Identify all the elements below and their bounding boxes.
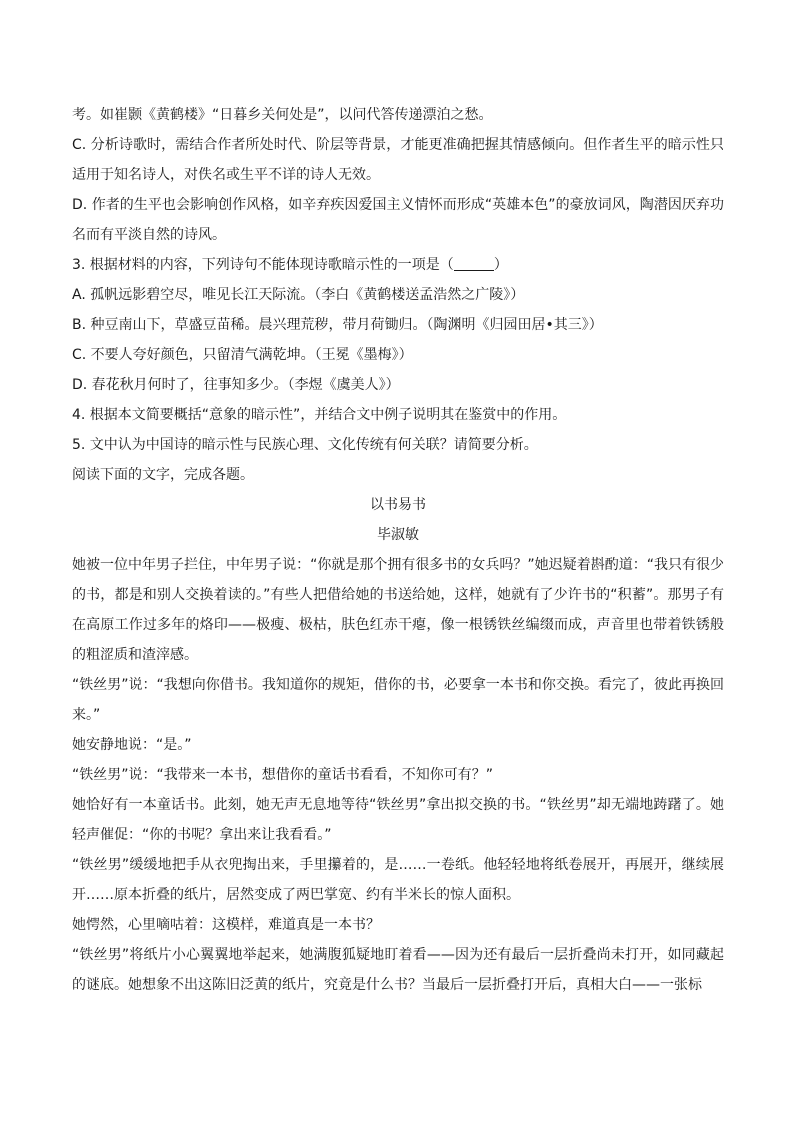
story-title: 以书易书	[370, 497, 426, 513]
question-3-stem-text: 3. 根据材料的内容，下列诗句不能体现诗歌暗示性的一项是（	[72, 257, 454, 273]
story-paragraph: “铁丝男”说：“我带来一本书，想借你的童话书看看，不知你可有？”	[72, 767, 494, 783]
paragraph-option-d: D. 作者的生平也会影响创作风格，如辛弃疾因爱国主义情怀而形成“英雄本色”的豪放词风，陶潜因厌弃功名而有平淡自然的诗风。	[72, 197, 724, 243]
story-paragraph: 她恰好有一本童话书。此刻，她无声无息地等待“铁丝男”拿出拟交换的书。“铁丝男”却无端地踌躇了。她轻声催促：“你的书呢？拿出来让我看看。”	[72, 797, 724, 843]
question-4: 4. 根据本文简要概括“意象的暗示性”，并结合文中例子说明其在鉴赏中的作用。	[72, 407, 567, 423]
story-paragraph: “铁丝男”将纸片小心翼翼地举起来，她满腹狐疑地盯着看——因为还有最后一层折叠尚未打开，如同藏起的谜底。她想象不出这陈旧泛黄的纸片，究竟是什么书？当最后一层折叠打开后，真相大白——一张标	[72, 947, 724, 993]
question-3-option-a: A. 孤帆远影碧空尽，唯见长江天际流。（李白《黄鹤楼送孟浩然之广陵》）	[72, 287, 525, 303]
question-3-option-c: C. 不要人夸好颜色，只留清气满乾坤。（王冕《墨梅》）	[72, 347, 413, 363]
story-paragraph: 她被一位中年男子拦住，中年男子说：“你就是那个拥有很多书的女兵吗？”她迟疑着斟酌道：“我只有很少的书，都是和别人交换着读的。”有些人把借给她的书送给她，这样，她就有了少许书的“积蓄”。那男子有在高原工作过多年的烙印——极瘦、极枯，肤色红赤干瘪，像一根锈铁丝编缀而成，声音里也带着铁锈般的粗涩质和渣滓感。	[72, 557, 724, 663]
question-3-stem	[72, 250, 724, 280]
story-paragraph: 她安静地说：“是。”	[72, 737, 192, 753]
question-3-option-d: D. 春花秋月何时了，往事知多少。（李煜《虞美人》）	[72, 377, 400, 393]
answer-blank	[454, 256, 494, 271]
question-5: 5. 文中认为中国诗的暗示性与民族心理、文化传统有何关联？请简要分析。	[72, 437, 538, 453]
paragraph-option-c: C. 分析诗歌时，需结合作者所处时代、阶层等背景，才能更准确把握其情感倾向。但作者生平的暗示性只适用于知名诗人，对佚名或生平不详的诗人无效。	[72, 137, 724, 183]
paragraph-top-1: 考。如崔颢《黄鹤楼》“日暮乡关何处是”，以问代答传递漂泊之愁。	[72, 107, 493, 123]
story-author: 毕淑敏	[377, 527, 419, 543]
story-paragraph: 她愕然，心里嘀咕着：这模样，难道真是一本书？	[72, 917, 380, 933]
question-3-option-b: B. 种豆南山下，草盛豆苗稀。晨兴理荒秽，带月荷锄归。（陶渊明《归园田居•其三》）	[72, 317, 603, 333]
question-3-stem-close: ）	[493, 257, 508, 273]
story-paragraph: “铁丝男”说：“我想向你借书。我知道你的规矩，借你的书，必要拿一本书和你交换。看完了，彼此再换回来。”	[72, 677, 724, 723]
reading-instruction: 阅读下面的文字，完成各题。	[72, 467, 254, 483]
story-paragraph: “铁丝男”缓缓地把手从衣兜掏出来，手里攥着的，是……一卷纸。他轻轻地将纸卷展开，再展开，继续展开……原本折叠的纸片，居然变成了两巴掌宽、约有半米长的惊人面积。	[72, 857, 724, 903]
